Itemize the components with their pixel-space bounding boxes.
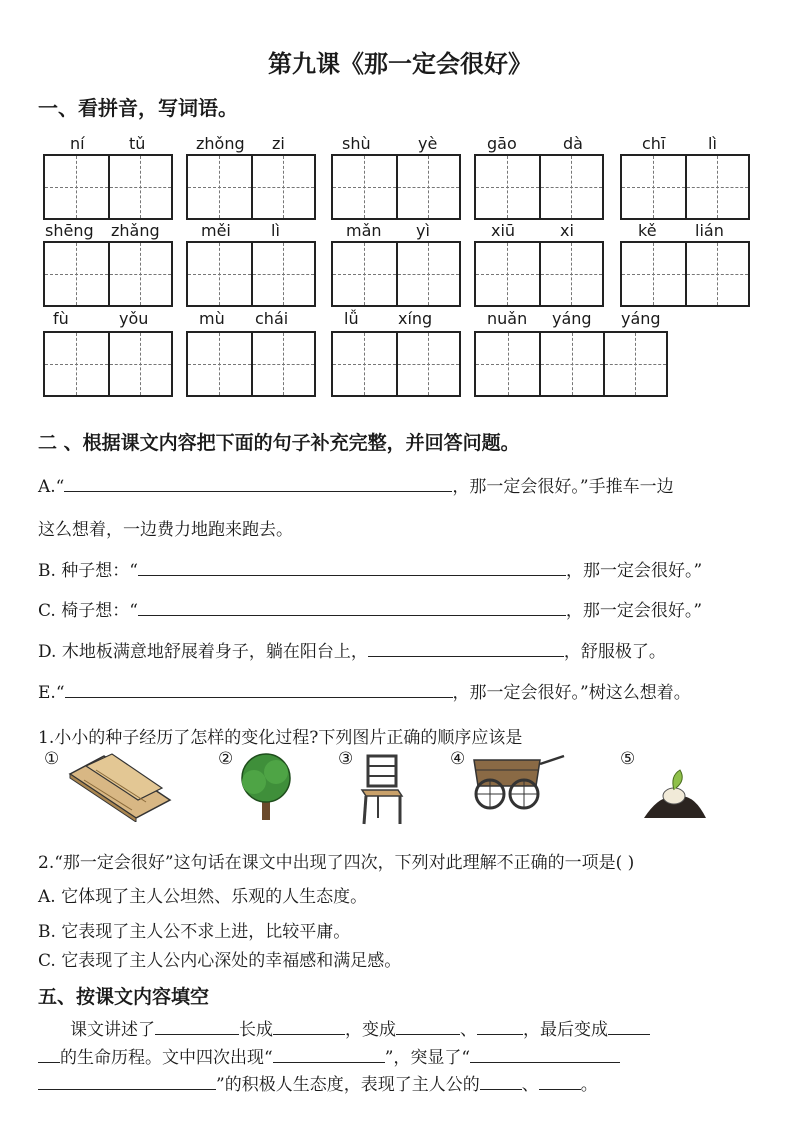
answer-blank[interactable] [155, 1016, 239, 1035]
pic-label: ③ [338, 749, 354, 769]
writing-grid[interactable] [186, 241, 316, 307]
answer-blank[interactable] [138, 597, 566, 616]
sentence-c: C. 椅子想：“ ，那一定会很好。” [38, 596, 702, 621]
pinyin: ní [70, 134, 85, 153]
answer-blank[interactable] [38, 1044, 60, 1063]
answer-blank[interactable] [273, 1016, 345, 1035]
pinyin: xi [560, 221, 574, 240]
section2-heading: 二 、根据课文内容把下面的句子补充完整，并回答问题。 [38, 432, 520, 454]
answer-blank[interactable] [273, 1044, 385, 1063]
sentence-a: A.“ ，那一定会很好。”手推车一边 [38, 472, 674, 497]
answer-blank[interactable] [65, 679, 453, 698]
pinyin: zhǒng [196, 134, 245, 153]
sprouting-seed-icon [640, 768, 708, 820]
writing-grid[interactable] [43, 331, 173, 397]
pinyin: nuǎn [487, 309, 528, 328]
pic-label: ② [218, 749, 234, 769]
pinyin: shù [342, 134, 371, 153]
chair-icon [356, 752, 406, 826]
page-title: 第九课《那一定会很好》 [268, 49, 532, 78]
writing-grid[interactable] [474, 154, 604, 220]
pinyin: chái [255, 309, 289, 328]
answer-blank[interactable] [480, 1071, 522, 1090]
writing-grid[interactable] [474, 331, 668, 397]
pinyin: mǎn [346, 221, 382, 240]
option-c[interactable]: C. 它表现了主人公内心深处的幸福感和满足感。 [38, 951, 402, 971]
section5-heading: 五、按课文内容填空 [38, 986, 210, 1008]
answer-blank[interactable] [608, 1016, 650, 1035]
fill-line-3: ”的积极人生态度，表现了主人公的 、 。 [38, 1070, 598, 1095]
pinyin: shēng [45, 221, 94, 240]
sentence-b: B. 种子想：“ ，那一定会很好。” [38, 556, 702, 581]
tree-icon [236, 752, 296, 824]
writing-grid[interactable] [620, 154, 750, 220]
question-1: 1.小小的种子经历了怎样的变化过程?下列图片正确的顺序应该是 [38, 728, 523, 748]
pinyin: měi [201, 221, 231, 240]
pinyin: zhǎng [111, 221, 160, 240]
pinyin: kě [638, 221, 657, 240]
answer-blank[interactable] [477, 1016, 523, 1035]
writing-grid[interactable] [474, 241, 604, 307]
pic-label: ① [44, 749, 60, 769]
sentence-d: D. 木地板满意地舒展着身子，躺在阳台上， ，舒服极了。 [38, 637, 666, 662]
sentence-a-cont: 这么想着，一边费力地跑来跑去。 [38, 520, 293, 540]
pinyin: dà [563, 134, 583, 153]
section1-heading: 一、看拼音，写词语。 [38, 96, 238, 120]
pinyin: xíng [398, 309, 433, 328]
question-2: 2.“那一定会很好”这句话在课文中出现了四次，下列对此理解不正确的一项是( ) [38, 853, 635, 873]
pinyin: yǒu [119, 309, 149, 328]
pinyin: lǚ [344, 309, 359, 328]
wooden-cart-icon [470, 752, 566, 812]
fill-line-1: 课文讲述了 长成 ，变成 、 ，最后变成 [70, 1015, 650, 1040]
answer-blank[interactable] [138, 557, 566, 576]
writing-grid[interactable] [331, 241, 461, 307]
answer-blank[interactable] [38, 1071, 216, 1090]
pic-label: ⑤ [620, 749, 636, 769]
writing-grid[interactable] [331, 154, 461, 220]
pinyin: gāo [487, 134, 517, 153]
answer-blank[interactable] [64, 473, 452, 492]
pic-label: ④ [450, 749, 466, 769]
answer-blank[interactable] [368, 638, 564, 657]
sentence-e: E.“ ，那一定会很好。”树这么想着。 [38, 678, 691, 703]
writing-grid[interactable] [331, 331, 461, 397]
pinyin: lì [708, 134, 717, 153]
option-a[interactable]: A. 它体现了主人公坦然、乐观的人生态度。 [38, 887, 368, 907]
pinyin: mù [199, 309, 225, 328]
writing-grid[interactable] [43, 154, 173, 220]
pinyin: fù [53, 309, 69, 328]
writing-grid[interactable] [43, 241, 173, 307]
pinyin: zi [272, 134, 285, 153]
pinyin: yáng [552, 309, 592, 328]
answer-blank[interactable] [396, 1016, 460, 1035]
pinyin: tǔ [129, 134, 146, 153]
pinyin: chī [642, 134, 666, 153]
option-b[interactable]: B. 它表现了主人公不求上进，比较平庸。 [38, 922, 351, 942]
pinyin: yì [416, 221, 430, 240]
answer-blank[interactable] [539, 1071, 581, 1090]
writing-grid[interactable] [186, 331, 316, 397]
pinyin: xiū [491, 221, 516, 240]
pinyin: yè [418, 134, 438, 153]
wooden-plank-icon [66, 752, 174, 822]
pinyin: lì [271, 221, 280, 240]
pinyin: lián [695, 221, 724, 240]
fill-line-2: 的生命历程。文中四次出现“ ”，突显了“ [38, 1043, 620, 1068]
pinyin: yáng [621, 309, 661, 328]
answer-blank[interactable] [470, 1044, 620, 1063]
writing-grid[interactable] [186, 154, 316, 220]
writing-grid[interactable] [620, 241, 750, 307]
